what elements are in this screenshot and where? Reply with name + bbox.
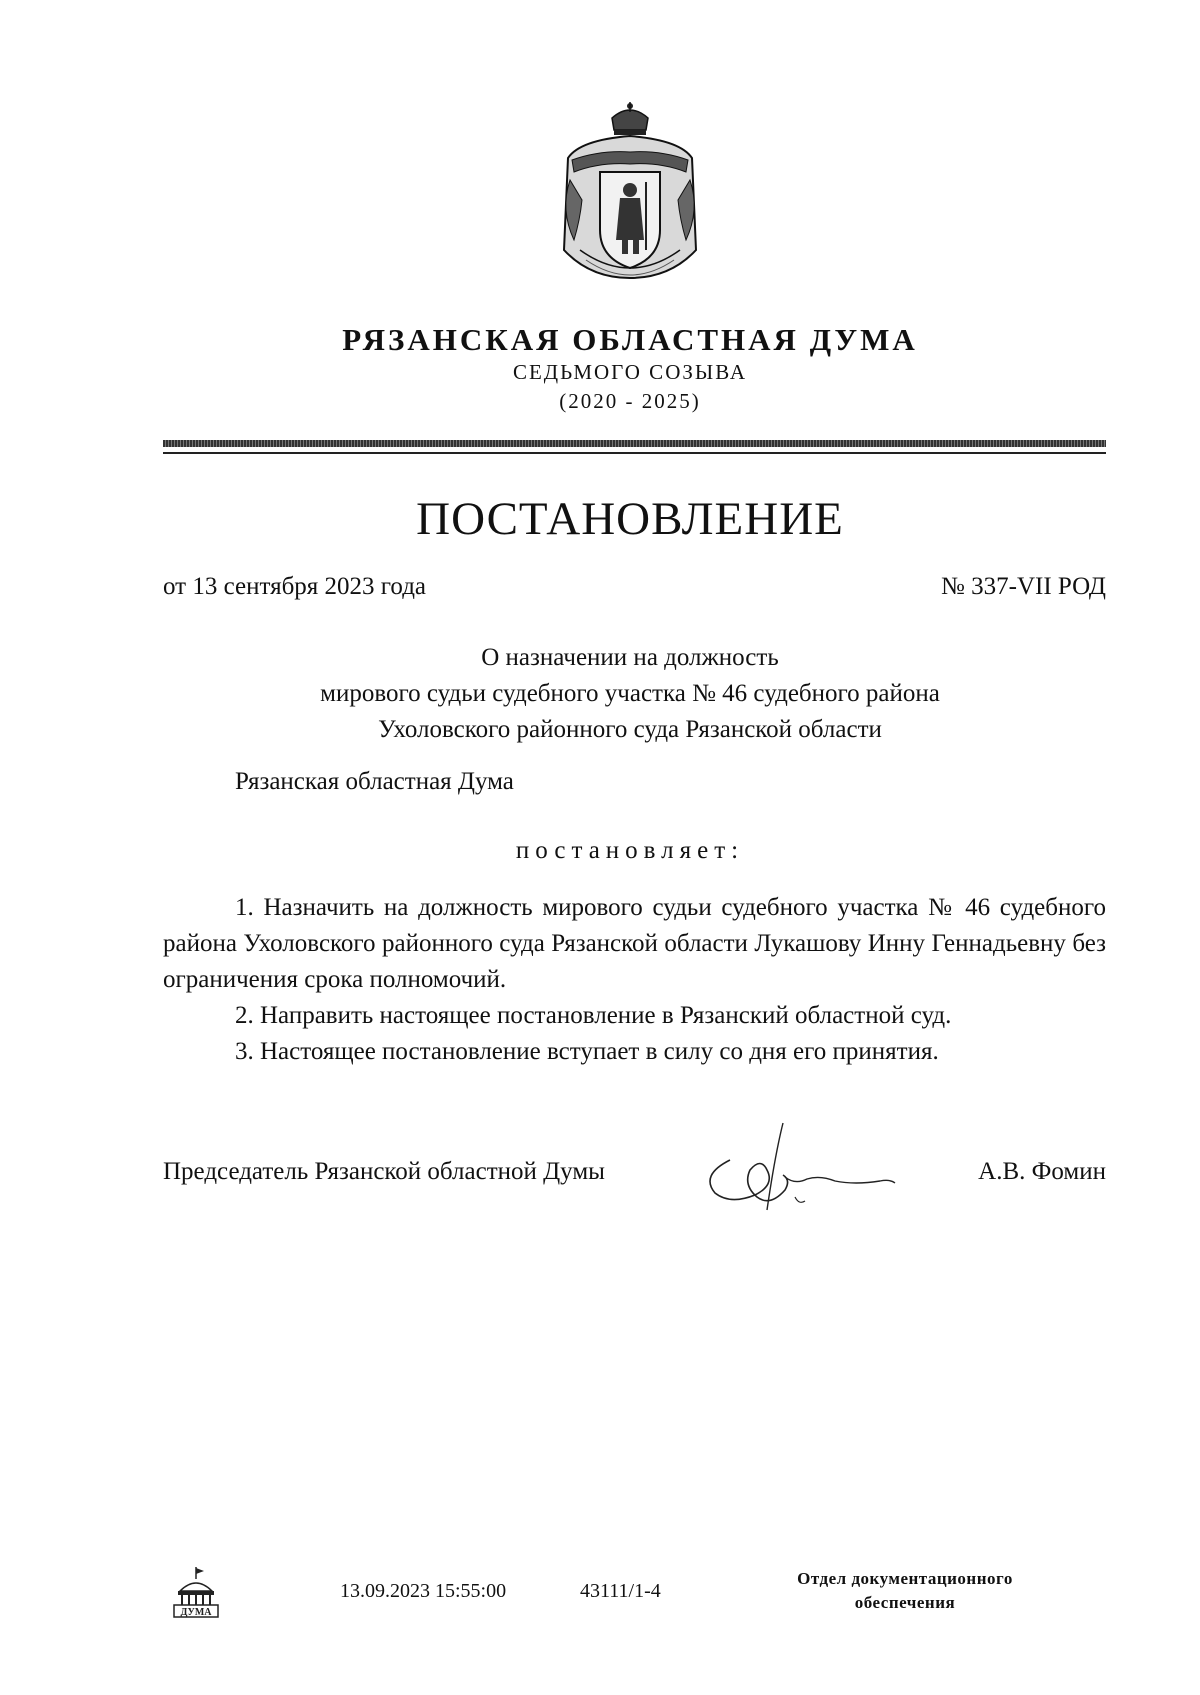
signer-name: А.В. Фомин [978, 1158, 1106, 1185]
registration-number: 43111/1-4 [580, 1580, 661, 1602]
document-number: № 337-VII РОД [941, 573, 1106, 600]
convocation: СЕДЬМОГО СОЗЫВА [512, 360, 748, 384]
department-line: обеспечения [854, 1593, 956, 1612]
subject-line: Ухоловского районного суда Рязанской области [378, 716, 882, 743]
resolution-items [163, 890, 1106, 1070]
organization-name: РЯЗАНСКАЯ ОБЛАСТНАЯ ДУМА [342, 322, 918, 357]
issuing-body: Рязанская областная Дума [235, 768, 514, 795]
header-divider-thin [163, 452, 1106, 454]
registration-datetime: 13.09.2023 15:55:00 [340, 1580, 507, 1602]
resolution-item: 3. Настоящее постановление вступает в силу со дня его принятия. [235, 1038, 939, 1065]
resolution-item: 2. Направить настоящее постановление в Рязанский областной суд. [235, 1002, 952, 1029]
coat-of-arms-emblem [550, 100, 710, 280]
resolution-item: 1. Назначить на должность мирового судьи судебного участка № 46 судебного района Ухоловского районного суда Рязанской области Лукашову Инну Геннадьевну без ограничения срока полномочий. [163, 894, 1106, 993]
document-type-heading: ПОСТАНОВЛЕНИЕ [416, 493, 844, 545]
resolves-label: постановляет: [515, 837, 745, 864]
header-divider-thick [163, 440, 1106, 447]
document-subject [0, 640, 1200, 748]
term-years: (2020 - 2025) [559, 389, 701, 413]
logo-text: ДУМА [180, 1607, 212, 1618]
subject-line: О назначении на должность [481, 644, 779, 671]
handwritten-signature [695, 1115, 915, 1225]
department-stamp [740, 1567, 1070, 1615]
duma-building-logo [168, 1565, 224, 1621]
signer-title: Председатель Рязанской областной Думы [163, 1158, 605, 1185]
department-line: Отдел документационного [797, 1569, 1013, 1588]
document-date: от 13 сентября 2023 года [163, 573, 427, 600]
subject-line: мирового судьи судебного участка № 46 судебного района [320, 680, 940, 707]
